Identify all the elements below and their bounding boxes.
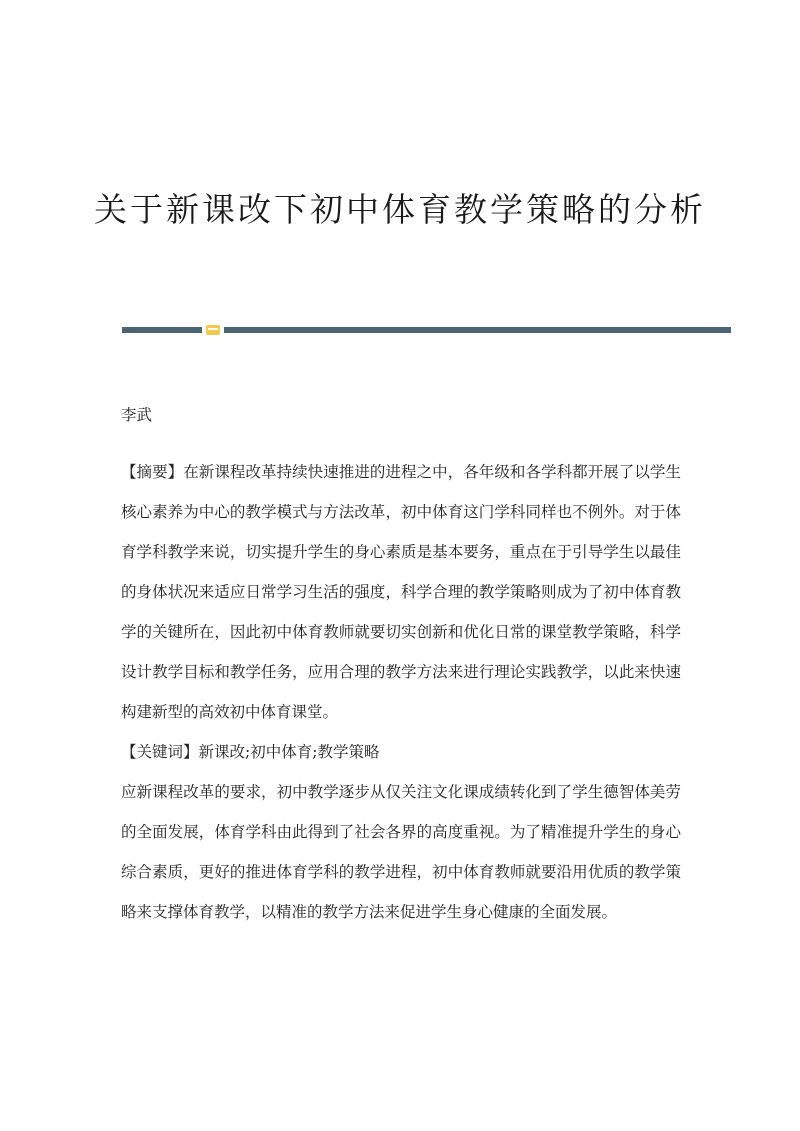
keywords-label: 【关键词】 (121, 743, 199, 761)
divider-bar-left (122, 327, 202, 333)
keywords-paragraph (121, 732, 681, 772)
abstract-paragraph (121, 452, 681, 732)
title-divider (122, 325, 731, 334)
body-paragraph: 应新课程改革的要求，初中教学逐步从仅关注文化课成绩转化到了学生德智体美劳的全面发展，体育学科由此得到了社会各界的高度重视。为了精准提升学生的身心综合素质，更好的推进体育学科的教学进程，初中体育教师就要沿用优质的教学策略来支撑体育教学，以精准的教学方法来促进学生身心健康的全面发展。 (121, 783, 681, 921)
abstract-text: 在新课程改革持续快速推进的进程之中，各年级和各学科都开展了以学生核心素养为中心的教学模式与方法改革，初中体育这门学科同样也不例外。对于体育学科教学来说，切实提升学生的身心素质是基本要务，重点在于引导学生以最佳的身体状况来适应日常学习生活的强度，科学合理的教学策略则成为了初中体育教学的关键所在，因此初中体育教师就要切实创新和优化日常的课堂教学策略，科学设计教学目标和教学任务，应用合理的教学方法来进行理论实践教学，以此来快速构建新型的高效初中体育课堂。 (121, 463, 681, 721)
pencil-icon (206, 325, 220, 335)
document-title: 关于新课改下初中体育教学策略的分析 (94, 190, 706, 229)
document-body (121, 400, 681, 932)
keywords-text: 新课改;初中体育;教学策略 (198, 743, 380, 761)
author-name: 李武 (121, 406, 153, 424)
divider-bar-right (224, 327, 731, 333)
abstract-label: 【摘要】 (121, 463, 184, 481)
